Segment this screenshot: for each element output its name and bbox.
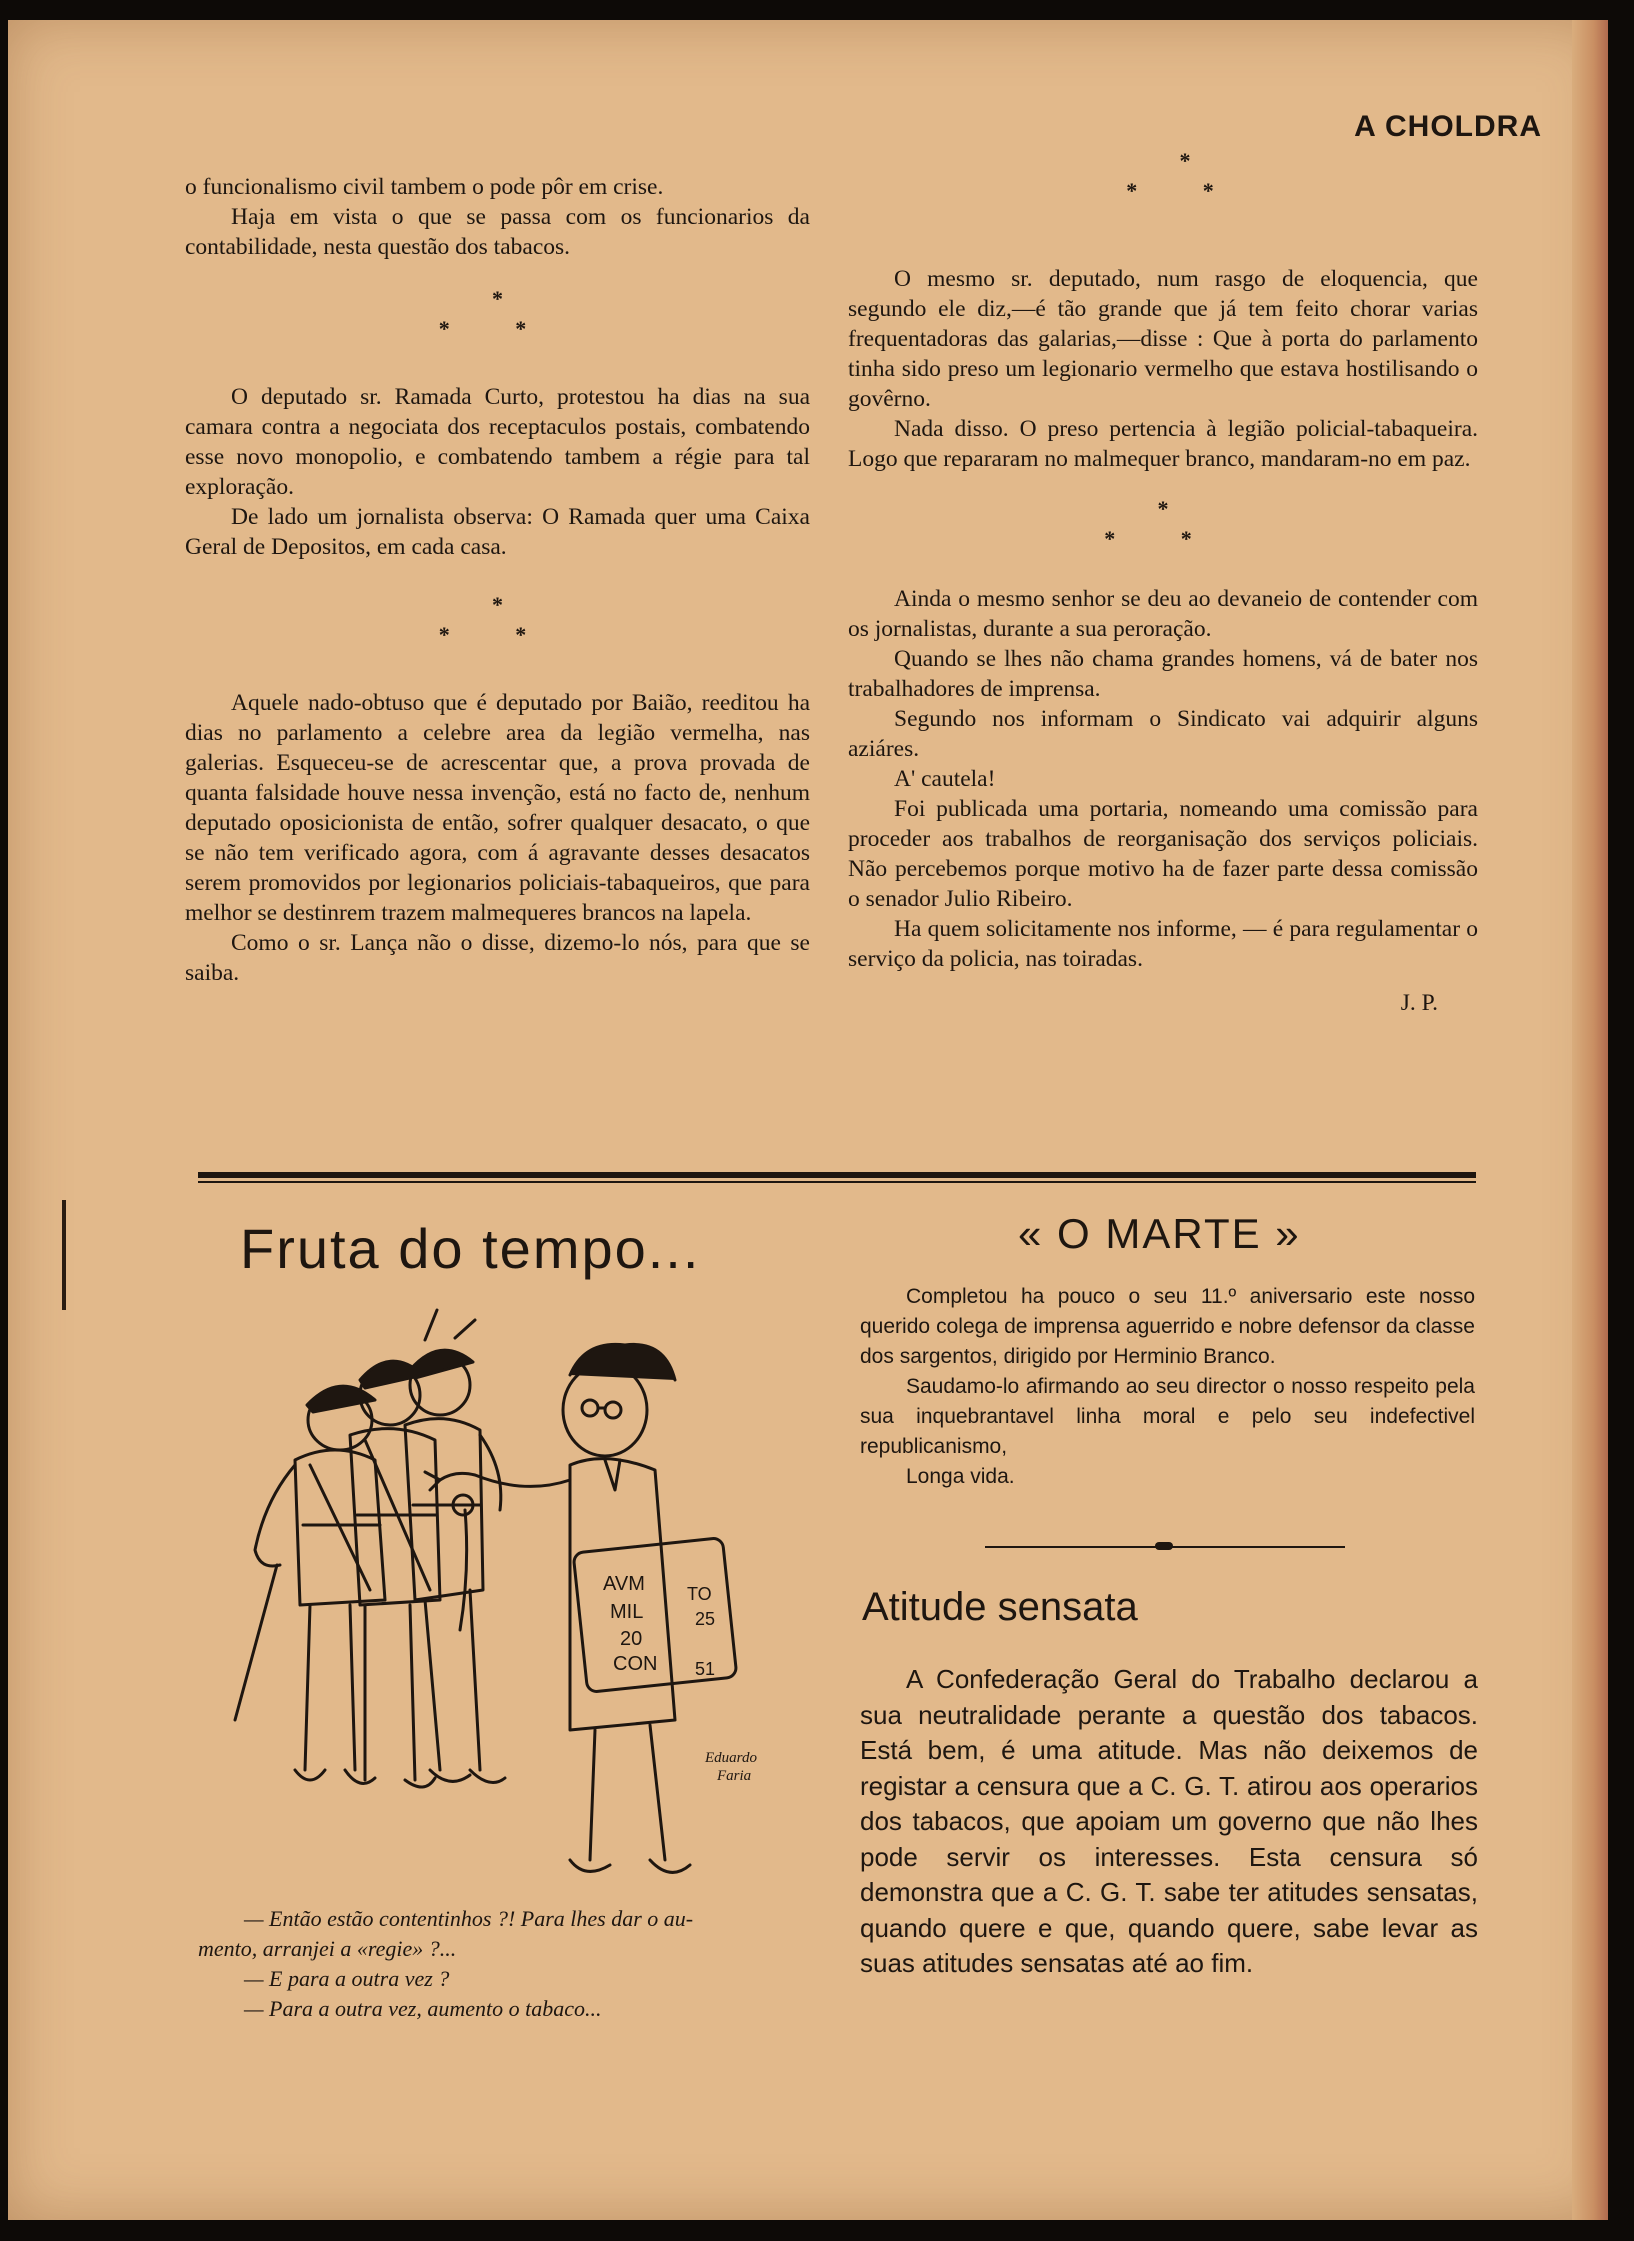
bag-text: 51 — [695, 1659, 716, 1679]
bag-text: 25 — [695, 1609, 716, 1629]
paragraph: Haja em vista o que se passa com os funcionarios da contabilidade, nesta questão dos tabacos. — [185, 204, 810, 260]
section-rule — [198, 1172, 1476, 1178]
soldiers-group — [235, 1310, 505, 1787]
caption-line: — Para a outra vez, aumento o tabaco... — [244, 1996, 602, 2021]
artist-signature: Faria — [717, 1768, 752, 1784]
paragraph: Foi publicada uma portaria, nomeando uma comissão para proceder aos trabalhos de reorganisação dos serviços policiais. Não percebemos porque motivo ha de fazer parte dessa comissão o senador Julio Ribeiro. — [848, 796, 1478, 912]
bag-text: CON — [613, 1653, 658, 1675]
page-header: A CHOLDRA — [1354, 110, 1542, 143]
section-rule-thin — [198, 1181, 1476, 1183]
paragraph: A Confederação Geral do Trabalho declarou a sua neutralidade perante a questão dos tabacos. Está bem, é uma atitude. Mas não deixemos de registar a censura que a C. G. T. atirou aos operarios dos tabacos, que apoiam um governo que não lhes pode servir os interesses. Esta censura só demonstra que a C. G. T. sabe ter atitudes sensatas, quando quere e que, quando quere, sabe levar as suas atitudes sensatas até ao fim. — [860, 1664, 1478, 1978]
section-separator: * * * — [1104, 496, 1222, 551]
paragraph: O deputado sr. Ramada Curto, protestou ha dias na sua camara contra a negociata dos receptaculos postais, combatendo esse novo monopolio, e combatendo tambem a régie para tal exploração. — [185, 384, 810, 500]
paragraph: Saudamo-lo afirmando ao seu director o nosso respeito pela sua inquebrantavel linha moral e pelo seu indefectivel republicanismo, — [860, 1375, 1475, 1458]
article-body — [860, 1662, 1478, 1982]
cartoon-caption — [198, 1904, 818, 2024]
right-column — [848, 264, 1478, 1018]
paragraph: Ha quem solicitamente nos informe, — é para regulamentar o serviço da policia, nas toiradas. — [848, 916, 1478, 972]
paragraph: o funcionalismo civil tambem o pode pôr em crise. — [185, 174, 664, 200]
bag-text: 20 — [620, 1628, 643, 1650]
cartoon-title: Fruta do tempo... — [240, 1217, 701, 1280]
paragraph: Nada disso. O preso pertencia à legião policial-tabaqueira. Logo que repararam no malmequer branco, mandaram-no em paz. — [848, 416, 1478, 472]
caption-line: mento, arranjei a «regie» ?... — [198, 1936, 457, 1961]
article-divider-ornament — [1155, 1542, 1173, 1550]
paragraph: Ainda o mesmo senhor se deu ao devaneio de contender com os jornalistas, durante a sua peroração. — [848, 586, 1478, 642]
bag-text: TO — [687, 1584, 712, 1604]
paragraph: Como o sr. Lança não o disse, dizemo-lo nós, para que se saiba. — [185, 930, 810, 986]
caption-line: — E para a outra vez ? — [244, 1966, 450, 1991]
section-separator: * * * — [438, 286, 557, 341]
paragraph: A' cautela! — [894, 766, 996, 792]
article-body — [860, 1282, 1475, 1492]
paragraph: O mesmo sr. deputado, num rasgo de eloquencia, que segundo ele diz,—é tão grande que já tem feito chorar varias frequentadoras das galarias,—disse : Que à porta do parlamento tinha sido preso um legionario vermelho que estava hostilisando o govêrno. — [848, 266, 1478, 412]
paragraph: De lado um jornalista observa: O Ramada quer uma Caixa Geral de Depositos, em cada casa. — [185, 504, 810, 560]
bag-text: AVM — [603, 1573, 645, 1595]
margin-mark — [62, 1200, 66, 1310]
page-edge — [1572, 20, 1608, 2220]
paragraph: Aquele nado-obtuso que é deputado por Baião, reeditou ha dias no parlamento a celebre area da legião vermelha, nas galerias. Esqueceu-se de acrescentar que, a prova provada de quanta falsidade houve nessa invenção, está no facto de, nenhum deputado oposicionista de então, sofrer qualquer desacato, o que se não tem verificado agora, com á agravante desses desacatos serem promovidos por legionarios policiais-tabaqueiros, que para melhor se destinrem trazem malmequeres brancos na lapela. — [185, 690, 810, 926]
paragraph: Segundo nos informam o Sindicato vai adquirir alguns aziáres. — [848, 706, 1478, 762]
section-separator: * * * — [438, 592, 557, 647]
paragraph: Completou ha pouco o seu 11.º aniversario este nosso querido colega de imprensa aguerrido e nobre defensor da classe dos sargentos, dirigido por Herminio Branco. — [860, 1285, 1475, 1368]
paragraph: Longa vida. — [906, 1465, 1015, 1488]
cartoon-illustration — [225, 1300, 815, 1890]
artist-signature: Eduardo — [705, 1750, 757, 1766]
signature: J. P. — [1400, 990, 1438, 1016]
paragraph: Quando se lhes não chama grandes homens, vá de bater nos trabalhadores de imprensa. — [848, 646, 1478, 702]
caption-line: — Então estão contentinhos ?! Para lhes dar o au- — [244, 1906, 694, 1931]
article-title: « O MARTE » — [1018, 1210, 1301, 1257]
bag-text: MIL — [610, 1601, 644, 1623]
article-title: Atitude sensata — [862, 1585, 1138, 1629]
section-separator: * * * — [1126, 148, 1244, 203]
left-column — [185, 172, 810, 988]
